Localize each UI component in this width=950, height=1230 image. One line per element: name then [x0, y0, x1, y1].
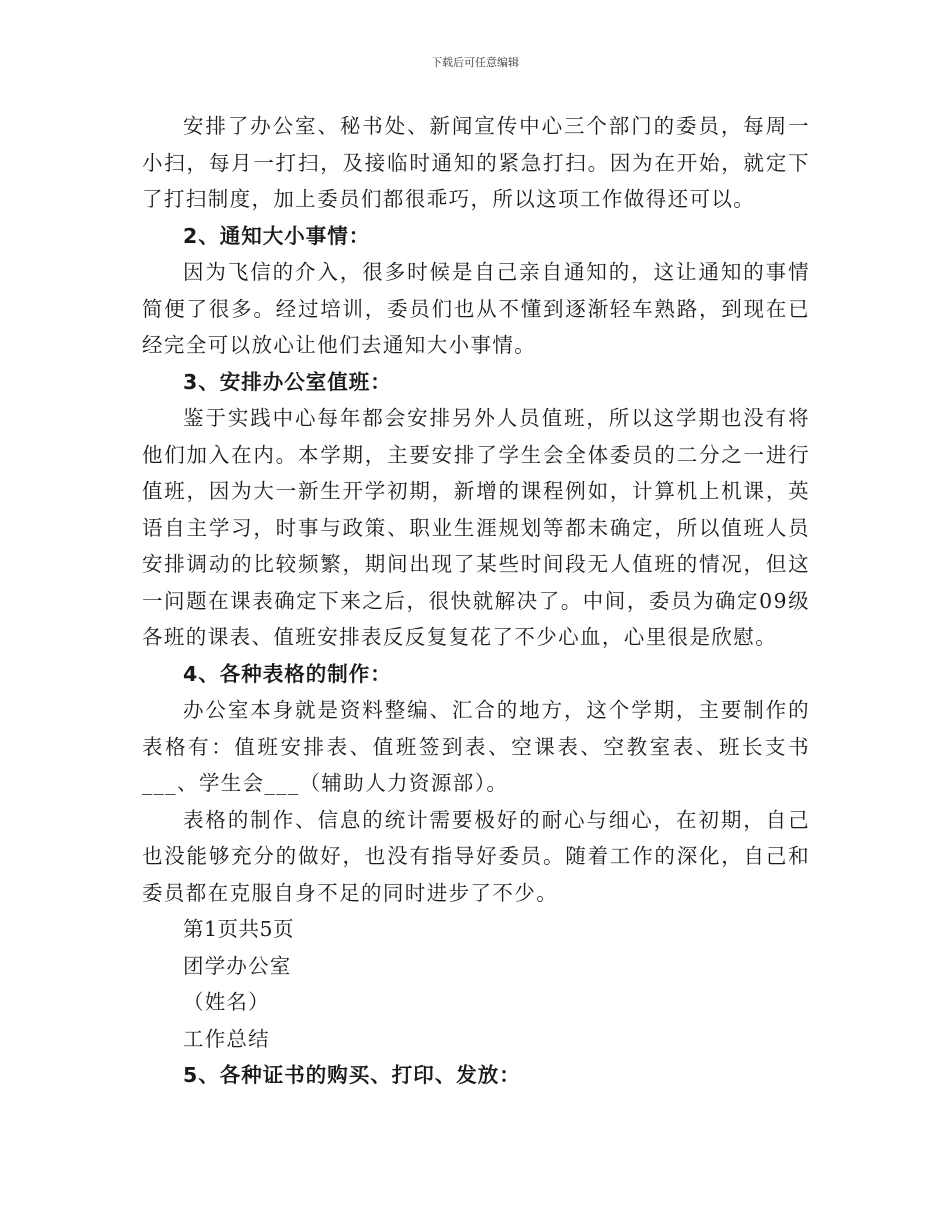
paragraph-forms-reflection: 表格的制作、信息的统计需要极好的耐心与细心，在初期，自己也没能够充分的做好，也没有指导好委员。随着工作的深化，自己和委员都在克服自身不足的同时进步了不少。 [142, 807, 810, 905]
section-heading-3: 3、安排办公室值班： [183, 369, 392, 394]
paragraph-notification: 因为飞信的介入，很多时候是自己亲自通知的，这让通知的事情简便了很多。经过培训，委员们也从不懂到逐渐轻车熟路，到现在已经完全可以放心让他们去通知大小事情。 [142, 260, 810, 357]
section-heading-4: 4、各种表格的制作： [183, 661, 392, 686]
paragraph-forms: 办公室本身就是资料整编、汇合的地方，这个学期，主要制作的表格有：值班安排表、值班签到表、空课表、空教室表、班长支书___、学生会___（辅助人力资源部）。 [142, 698, 810, 795]
section-heading-5: 5、各种证书的购买、打印、发放： [183, 1063, 521, 1087]
paragraph-duty: 鉴于实践中心每年都会安排另外人员值班，所以这学期也没有将他们加入在内。本学期，主要安排了学生会全体委员的二分之一进行值班，因为大一新生开学初期，新增的课程例如，计算机上机课，英语自主学习，时事与政策、职业生涯规划等都未确定，所以值班人员安排调动的比较频繁，期间出现了某些时间段无人值班的情况，但这一问题在课表确定下来之后，很快就解决了。中间，委员为确定09级各班的课表、值班安排表反反复复花了不少心血，心里很是欣慰。 [142, 406, 810, 649]
paragraph-cleaning: 安排了办公室、秘书处、新闻宣传中心三个部门的委员，每周一小扫，每月一打扫，及接临时通知的紧急打扫。因为在开始，就定下了打扫制度，加上委员们都很乖巧，所以这项工作做得还可以。 [142, 114, 810, 211]
section-heading-2: 2、通知大小事情： [183, 223, 371, 248]
page-number: 第1页共5页 [183, 917, 295, 941]
organization-name: 团学办公室 [183, 953, 292, 978]
page-header-note: 下载后可任意编辑 [431, 56, 519, 69]
document-title: 工作总结 [183, 1026, 270, 1051]
document-body [142, 108, 810, 1094]
author-name-placeholder: （姓名） [183, 990, 270, 1014]
